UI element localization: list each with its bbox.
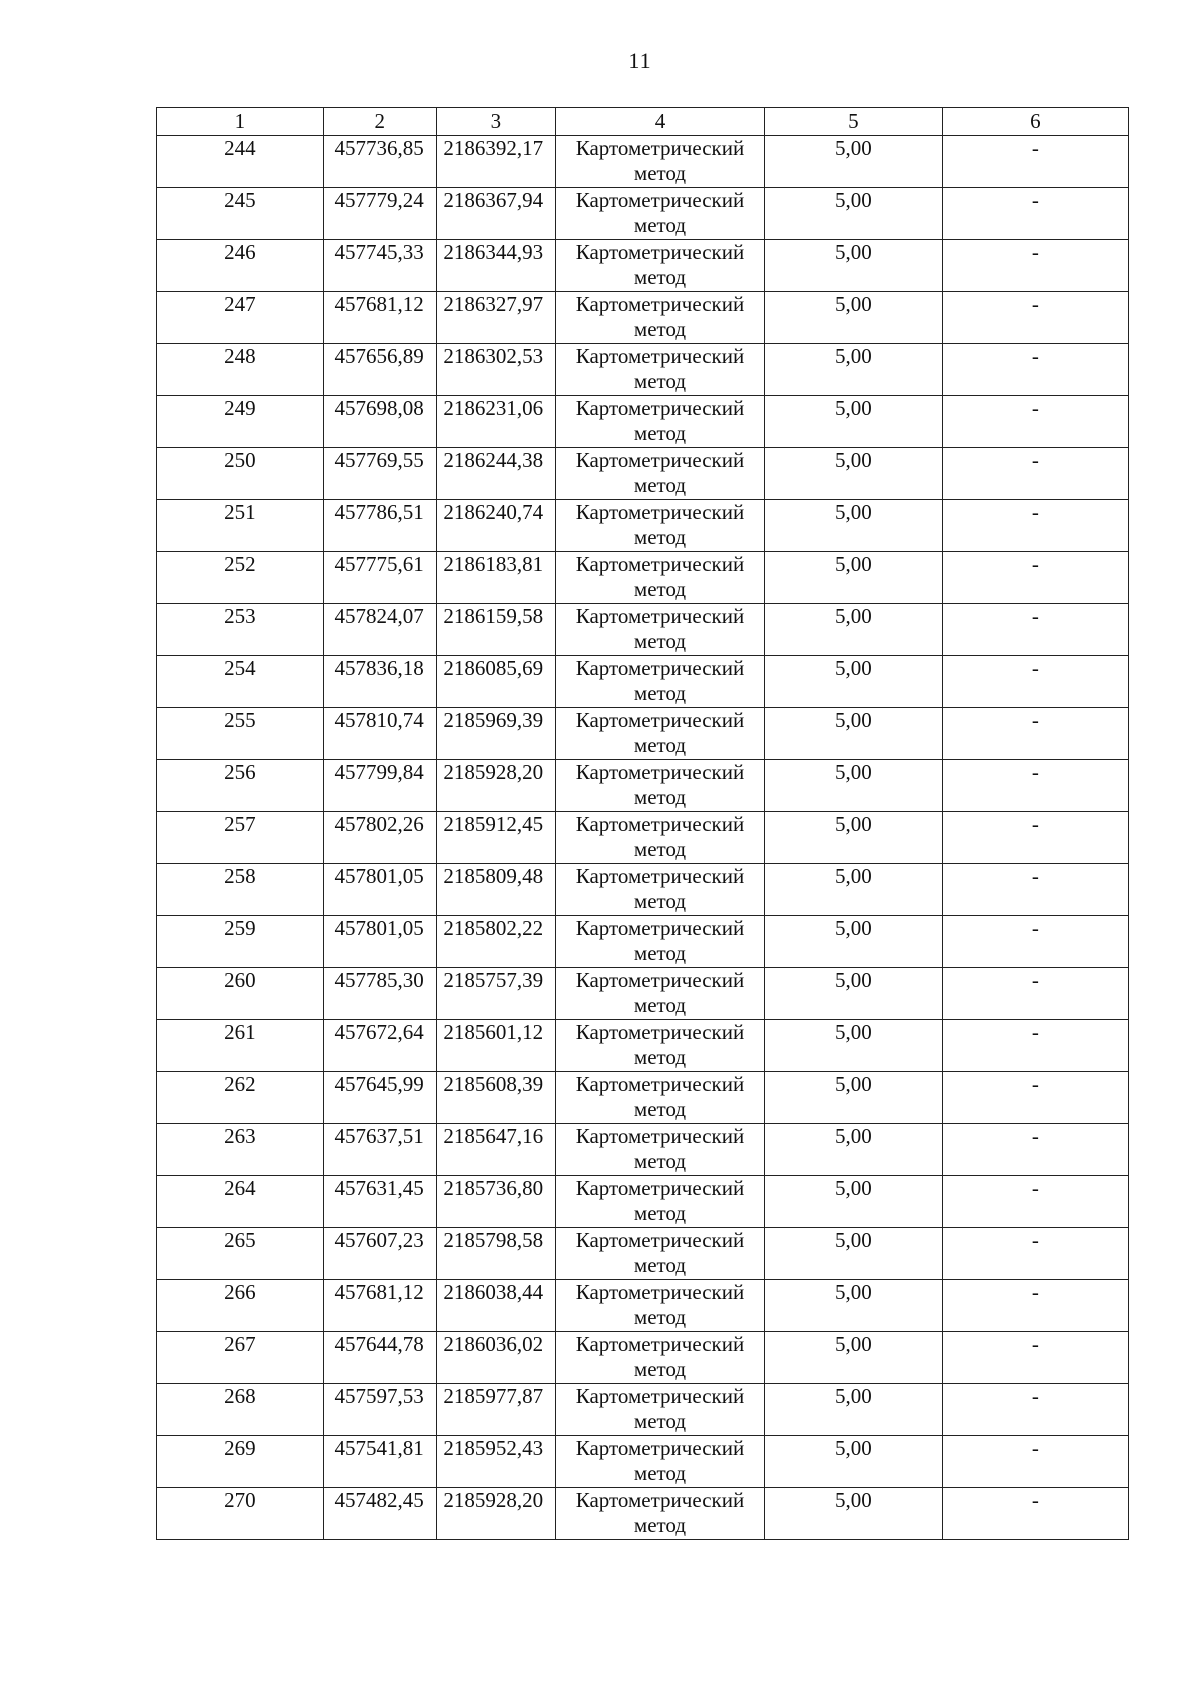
method-line-2: метод [633,993,687,1017]
point-number-cell: 244 [157,136,324,188]
y-coordinate-cell: 2186367,94 [436,188,555,240]
y-coordinate-cell: 2185601,12 [436,1020,555,1072]
note-cell: - [942,1332,1128,1384]
point-number-cell: 266 [157,1280,324,1332]
table-row [157,760,1129,812]
x-coordinate-cell: 457785,30 [323,968,436,1020]
table-row [157,344,1129,396]
point-number-cell: 247 [157,292,324,344]
method-cell [556,1280,765,1332]
method-line-2: метод [633,1461,687,1485]
method-line-2: метод [633,837,687,861]
method-cell [556,1384,765,1436]
coordinates-table [156,107,1129,1540]
method-cell [556,136,765,188]
method-line-2: метод [633,889,687,913]
point-number-cell: 260 [157,968,324,1020]
method-line-1: Картометрический [575,916,745,940]
x-coordinate-cell: 457645,99 [323,1072,436,1124]
column-header: 3 [436,108,555,136]
method-line-2: метод [633,785,687,809]
y-coordinate-cell: 2186038,44 [436,1280,555,1332]
accuracy-cell: 5,00 [764,708,942,760]
table-row [157,812,1129,864]
accuracy-cell: 5,00 [764,1332,942,1384]
table-row [157,1384,1129,1436]
accuracy-cell: 5,00 [764,344,942,396]
point-number-cell: 257 [157,812,324,864]
accuracy-cell: 5,00 [764,552,942,604]
y-coordinate-cell: 2185969,39 [436,708,555,760]
accuracy-cell: 5,00 [764,1228,942,1280]
y-coordinate-cell: 2186344,93 [436,240,555,292]
method-line-1: Картометрический [575,760,745,784]
column-header: 2 [323,108,436,136]
x-coordinate-cell: 457801,05 [323,864,436,916]
point-number-cell: 265 [157,1228,324,1280]
note-cell: - [942,916,1128,968]
note-cell: - [942,240,1128,292]
method-cell [556,864,765,916]
method-line-1: Картометрический [575,1020,745,1044]
y-coordinate-cell: 2186085,69 [436,656,555,708]
method-line-2: метод [633,1513,687,1537]
point-number-cell: 249 [157,396,324,448]
x-coordinate-cell: 457802,26 [323,812,436,864]
point-number-cell: 250 [157,448,324,500]
y-coordinate-cell: 2186327,97 [436,292,555,344]
table-row [157,500,1129,552]
table-row [157,656,1129,708]
method-cell [556,500,765,552]
x-coordinate-cell: 457769,55 [323,448,436,500]
table-row [157,188,1129,240]
note-cell: - [942,1488,1128,1540]
method-line-1: Картометрический [575,968,745,992]
method-line-1: Картометрический [575,500,745,524]
note-cell: - [942,864,1128,916]
method-cell [556,604,765,656]
note-cell: - [942,812,1128,864]
accuracy-cell: 5,00 [764,448,942,500]
x-coordinate-cell: 457799,84 [323,760,436,812]
point-number-cell: 267 [157,1332,324,1384]
y-coordinate-cell: 2185928,20 [436,760,555,812]
table-row [157,916,1129,968]
x-coordinate-cell: 457681,12 [323,292,436,344]
note-cell: - [942,344,1128,396]
point-number-cell: 263 [157,1124,324,1176]
method-cell [556,1332,765,1384]
accuracy-cell: 5,00 [764,1384,942,1436]
y-coordinate-cell: 2185928,20 [436,1488,555,1540]
method-cell [556,656,765,708]
accuracy-cell: 5,00 [764,136,942,188]
x-coordinate-cell: 457786,51 [323,500,436,552]
accuracy-cell: 5,00 [764,500,942,552]
table-row [157,604,1129,656]
method-cell [556,344,765,396]
point-number-cell: 248 [157,344,324,396]
method-line-2: метод [633,473,687,497]
x-coordinate-cell: 457482,45 [323,1488,436,1540]
method-cell [556,708,765,760]
point-number-cell: 262 [157,1072,324,1124]
point-number-cell: 246 [157,240,324,292]
y-coordinate-cell: 2186036,02 [436,1332,555,1384]
x-coordinate-cell: 457836,18 [323,656,436,708]
y-coordinate-cell: 2186302,53 [436,344,555,396]
accuracy-cell: 5,00 [764,1436,942,1488]
y-coordinate-cell: 2186231,06 [436,396,555,448]
method-line-2: метод [633,1357,687,1381]
note-cell: - [942,968,1128,1020]
x-coordinate-cell: 457607,23 [323,1228,436,1280]
point-number-cell: 261 [157,1020,324,1072]
method-cell [556,812,765,864]
note-cell: - [942,1384,1128,1436]
x-coordinate-cell: 457637,51 [323,1124,436,1176]
accuracy-cell: 5,00 [764,1072,942,1124]
note-cell: - [942,292,1128,344]
coordinates-table-body [157,108,1129,1540]
note-cell: - [942,1020,1128,1072]
y-coordinate-cell: 2186392,17 [436,136,555,188]
method-line-2: метод [633,213,687,237]
method-line-2: метод [633,577,687,601]
x-coordinate-cell: 457824,07 [323,604,436,656]
method-line-2: метод [633,525,687,549]
y-coordinate-cell: 2186240,74 [436,500,555,552]
note-cell: - [942,136,1128,188]
note-cell: - [942,1436,1128,1488]
method-line-2: метод [633,1201,687,1225]
note-cell: - [942,708,1128,760]
accuracy-cell: 5,00 [764,604,942,656]
method-line-2: метод [633,1045,687,1069]
method-line-1: Картометрический [575,864,745,888]
method-cell [556,188,765,240]
method-line-1: Картометрический [575,1176,745,1200]
method-cell [556,552,765,604]
page-number: 11 [628,48,652,73]
x-coordinate-cell: 457681,12 [323,1280,436,1332]
method-line-1: Картометрический [575,188,745,212]
x-coordinate-cell: 457698,08 [323,396,436,448]
point-number-cell: 258 [157,864,324,916]
column-number-header-row [157,108,1129,136]
accuracy-cell: 5,00 [764,968,942,1020]
note-cell: - [942,396,1128,448]
method-line-1: Картометрический [575,1124,745,1148]
method-line-2: метод [633,161,687,185]
method-line-1: Картометрический [575,448,745,472]
x-coordinate-cell: 457631,45 [323,1176,436,1228]
table-row [157,1072,1129,1124]
method-cell [556,760,765,812]
method-line-2: метод [633,629,687,653]
y-coordinate-cell: 2185809,48 [436,864,555,916]
x-coordinate-cell: 457745,33 [323,240,436,292]
point-number-cell: 256 [157,760,324,812]
column-header: 1 [157,108,324,136]
accuracy-cell: 5,00 [764,656,942,708]
method-line-2: метод [633,421,687,445]
accuracy-cell: 5,00 [764,812,942,864]
method-line-1: Картометрический [575,1280,745,1304]
y-coordinate-cell: 2185798,58 [436,1228,555,1280]
point-number-cell: 253 [157,604,324,656]
method-line-1: Картометрический [575,1072,745,1096]
point-number-cell: 270 [157,1488,324,1540]
table-row [157,448,1129,500]
note-cell: - [942,1124,1128,1176]
x-coordinate-cell: 457775,61 [323,552,436,604]
table-row [157,1020,1129,1072]
y-coordinate-cell: 2185977,87 [436,1384,555,1436]
table-row [157,1280,1129,1332]
x-coordinate-cell: 457597,53 [323,1384,436,1436]
accuracy-cell: 5,00 [764,760,942,812]
point-number-cell: 252 [157,552,324,604]
method-line-2: метод [633,265,687,289]
method-cell [556,1124,765,1176]
method-line-2: метод [633,681,687,705]
method-line-2: метод [633,733,687,757]
method-cell [556,1176,765,1228]
table-row [157,136,1129,188]
method-line-2: метод [633,369,687,393]
table-row [157,1228,1129,1280]
x-coordinate-cell: 457644,78 [323,1332,436,1384]
y-coordinate-cell: 2185736,80 [436,1176,555,1228]
point-number-cell: 264 [157,1176,324,1228]
y-coordinate-cell: 2186183,81 [436,552,555,604]
table-row [157,1488,1129,1540]
method-line-2: метод [633,1305,687,1329]
method-line-2: метод [633,941,687,965]
point-number-cell: 251 [157,500,324,552]
accuracy-cell: 5,00 [764,396,942,448]
x-coordinate-cell: 457810,74 [323,708,436,760]
table-row [157,1436,1129,1488]
accuracy-cell: 5,00 [764,916,942,968]
table-row [157,1124,1129,1176]
table-row [157,1332,1129,1384]
point-number-cell: 255 [157,708,324,760]
table-row [157,240,1129,292]
table-row [157,864,1129,916]
accuracy-cell: 5,00 [764,292,942,344]
table-row [157,968,1129,1020]
method-cell [556,240,765,292]
note-cell: - [942,760,1128,812]
accuracy-cell: 5,00 [764,188,942,240]
method-line-1: Картометрический [575,292,745,316]
method-line-2: метод [633,1409,687,1433]
x-coordinate-cell: 457801,05 [323,916,436,968]
table-row [157,708,1129,760]
method-line-1: Картометрический [575,1332,745,1356]
x-coordinate-cell: 457779,24 [323,188,436,240]
accuracy-cell: 5,00 [764,1280,942,1332]
accuracy-cell: 5,00 [764,1124,942,1176]
method-line-2: метод [633,1149,687,1173]
accuracy-cell: 5,00 [764,240,942,292]
method-line-1: Картометрический [575,136,745,160]
accuracy-cell: 5,00 [764,1176,942,1228]
note-cell: - [942,448,1128,500]
y-coordinate-cell: 2185802,22 [436,916,555,968]
method-line-1: Картометрический [575,552,745,576]
method-cell [556,396,765,448]
method-cell [556,292,765,344]
x-coordinate-cell: 457541,81 [323,1436,436,1488]
method-cell [556,916,765,968]
y-coordinate-cell: 2185608,39 [436,1072,555,1124]
point-number-cell: 269 [157,1436,324,1488]
method-line-2: метод [633,317,687,341]
method-line-1: Картометрический [575,1436,745,1460]
y-coordinate-cell: 2186159,58 [436,604,555,656]
note-cell: - [942,1280,1128,1332]
method-line-1: Картометрический [575,708,745,732]
note-cell: - [942,1072,1128,1124]
method-cell [556,1436,765,1488]
method-line-1: Картометрический [575,604,745,628]
y-coordinate-cell: 2186244,38 [436,448,555,500]
accuracy-cell: 5,00 [764,1020,942,1072]
x-coordinate-cell: 457672,64 [323,1020,436,1072]
method-line-1: Картометрический [575,1488,745,1512]
note-cell: - [942,500,1128,552]
y-coordinate-cell: 2185912,45 [436,812,555,864]
method-cell [556,1228,765,1280]
accuracy-cell: 5,00 [764,1488,942,1540]
method-line-2: метод [633,1097,687,1121]
x-coordinate-cell: 457656,89 [323,344,436,396]
point-number-cell: 245 [157,188,324,240]
note-cell: - [942,552,1128,604]
y-coordinate-cell: 2185952,43 [436,1436,555,1488]
table-row [157,1176,1129,1228]
x-coordinate-cell: 457736,85 [323,136,436,188]
method-cell [556,968,765,1020]
column-header: 6 [942,108,1128,136]
table-row [157,396,1129,448]
method-line-1: Картометрический [575,240,745,264]
point-number-cell: 254 [157,656,324,708]
method-cell [556,1488,765,1540]
y-coordinate-cell: 2185647,16 [436,1124,555,1176]
method-line-1: Картометрический [575,396,745,420]
method-cell [556,1020,765,1072]
method-line-1: Картометрический [575,656,745,680]
method-line-2: метод [633,1253,687,1277]
y-coordinate-cell: 2185757,39 [436,968,555,1020]
note-cell: - [942,188,1128,240]
note-cell: - [942,1176,1128,1228]
table-row [157,552,1129,604]
accuracy-cell: 5,00 [764,864,942,916]
method-cell [556,1072,765,1124]
method-line-1: Картометрический [575,812,745,836]
note-cell: - [942,604,1128,656]
column-header: 5 [764,108,942,136]
method-line-1: Картометрический [575,1384,745,1408]
method-cell [556,448,765,500]
point-number-cell: 268 [157,1384,324,1436]
table-row [157,292,1129,344]
method-line-1: Картометрический [575,344,745,368]
column-header: 4 [556,108,765,136]
note-cell: - [942,656,1128,708]
note-cell: - [942,1228,1128,1280]
point-number-cell: 259 [157,916,324,968]
method-line-1: Картометрический [575,1228,745,1252]
